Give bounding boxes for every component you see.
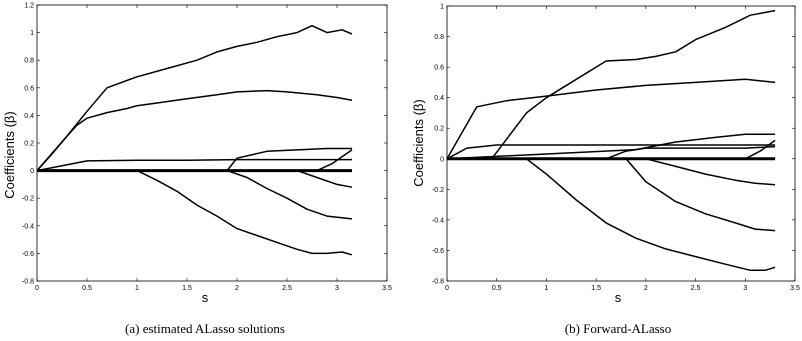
panel-b-x-tick-label: 0	[445, 285, 449, 292]
panel-a-x-tick-label: 1.5	[182, 285, 192, 292]
panel-a-x-tick-label: 1	[135, 285, 139, 292]
panel-a-x-tick-label: 2	[235, 285, 239, 292]
panel-b-caption: (b) Forward-ALasso	[564, 321, 672, 336]
panel-b-y-tick-label: 0.8	[434, 34, 444, 42]
panel-b-x-tick-label: 2	[643, 285, 648, 292]
panel-b-x-tick-label: 1.5	[591, 285, 602, 292]
panel-b-y-tick-label: 0.2	[434, 125, 444, 133]
panel-a-y-tick-label: -0.8	[21, 278, 34, 286]
panel-a-y-tick-label: 0.2	[24, 140, 34, 148]
panel-a-y-tick-label: 0.4	[24, 112, 34, 120]
panel-b-plot-frame	[447, 6, 795, 281]
panel-b-y-tick-label: 1	[440, 3, 444, 11]
panel-a-coefficient-path-8	[37, 171, 352, 188]
panel-b-chart	[411, 4, 800, 337]
panel-a-y-tick-label: 1	[30, 30, 34, 38]
panel-a-y-tick-label: -0.6	[21, 250, 34, 258]
panel-a-coefficient-path-2	[37, 91, 352, 171]
panel-a-x-tick-label: 3	[335, 285, 339, 292]
panel-a-y-tick-label: 1.2	[24, 2, 34, 10]
panel-b-x-tick-label: 1	[544, 285, 549, 292]
panel-b-coefficient-path-9	[447, 159, 775, 185]
panel-b-y-tick-label: -0.4	[431, 217, 444, 225]
panel-b-coefficient-path-8	[447, 159, 775, 231]
panel-a-x-tick-label: 0.5	[82, 285, 92, 292]
panel-b-y-axis-label: Coefficients (β)	[411, 99, 426, 187]
panel-a-coefficient-path-3	[37, 160, 352, 171]
panel-b-y-tick-label: 0.6	[434, 64, 444, 72]
panel-b-y-tick-label: 0	[440, 156, 444, 164]
panel-a-y-tick-label: -0.2	[21, 195, 34, 203]
panel-a-y-tick-label: 0.6	[24, 85, 34, 93]
panel-b-coefficient-path-7	[447, 159, 775, 270]
panel-b-x-axis-label: s	[614, 290, 622, 305]
panel-b-x-tick-label: 3	[743, 285, 748, 292]
panel-a-y-tick-label: 0	[30, 168, 34, 176]
panel-a-coefficient-path-7	[37, 171, 352, 219]
panel-b-x-tick-label: 2.5	[690, 285, 701, 292]
panel-a-y-tick-label: -0.4	[21, 223, 34, 231]
panel-a-x-tick-label: 2.5	[282, 285, 292, 292]
panel-b-coefficient-path-2	[447, 79, 775, 159]
panel-a-x-tick-label: 0	[35, 285, 39, 292]
panel-a-y-tick-label: 0.8	[24, 57, 34, 65]
panel-b-y-tick-label: -0.8	[431, 278, 444, 286]
panel-a-y-axis-label: Coefficients (β)	[2, 111, 17, 199]
panel-b-coefficient-path-4	[447, 134, 775, 159]
panel-a-x-axis-label: s	[201, 290, 209, 305]
panel-b-y-tick-label: 0.4	[434, 95, 444, 103]
panel-b-y-tick-label: -0.6	[431, 247, 444, 255]
panel-a-chart	[2, 3, 392, 337]
panel-a-caption: (a) estimated ALasso solutions	[125, 321, 285, 336]
panel-b-x-tick-label: 3.5	[790, 285, 800, 292]
panel-a-x-tick-label: 3.5	[382, 285, 392, 292]
panel-b-y-tick-label: -0.2	[431, 186, 444, 194]
panel-a-coefficient-path-6	[37, 171, 352, 255]
panel-b-x-tick-label: 0.5	[491, 285, 502, 292]
panel-a-plot-frame	[37, 5, 387, 281]
